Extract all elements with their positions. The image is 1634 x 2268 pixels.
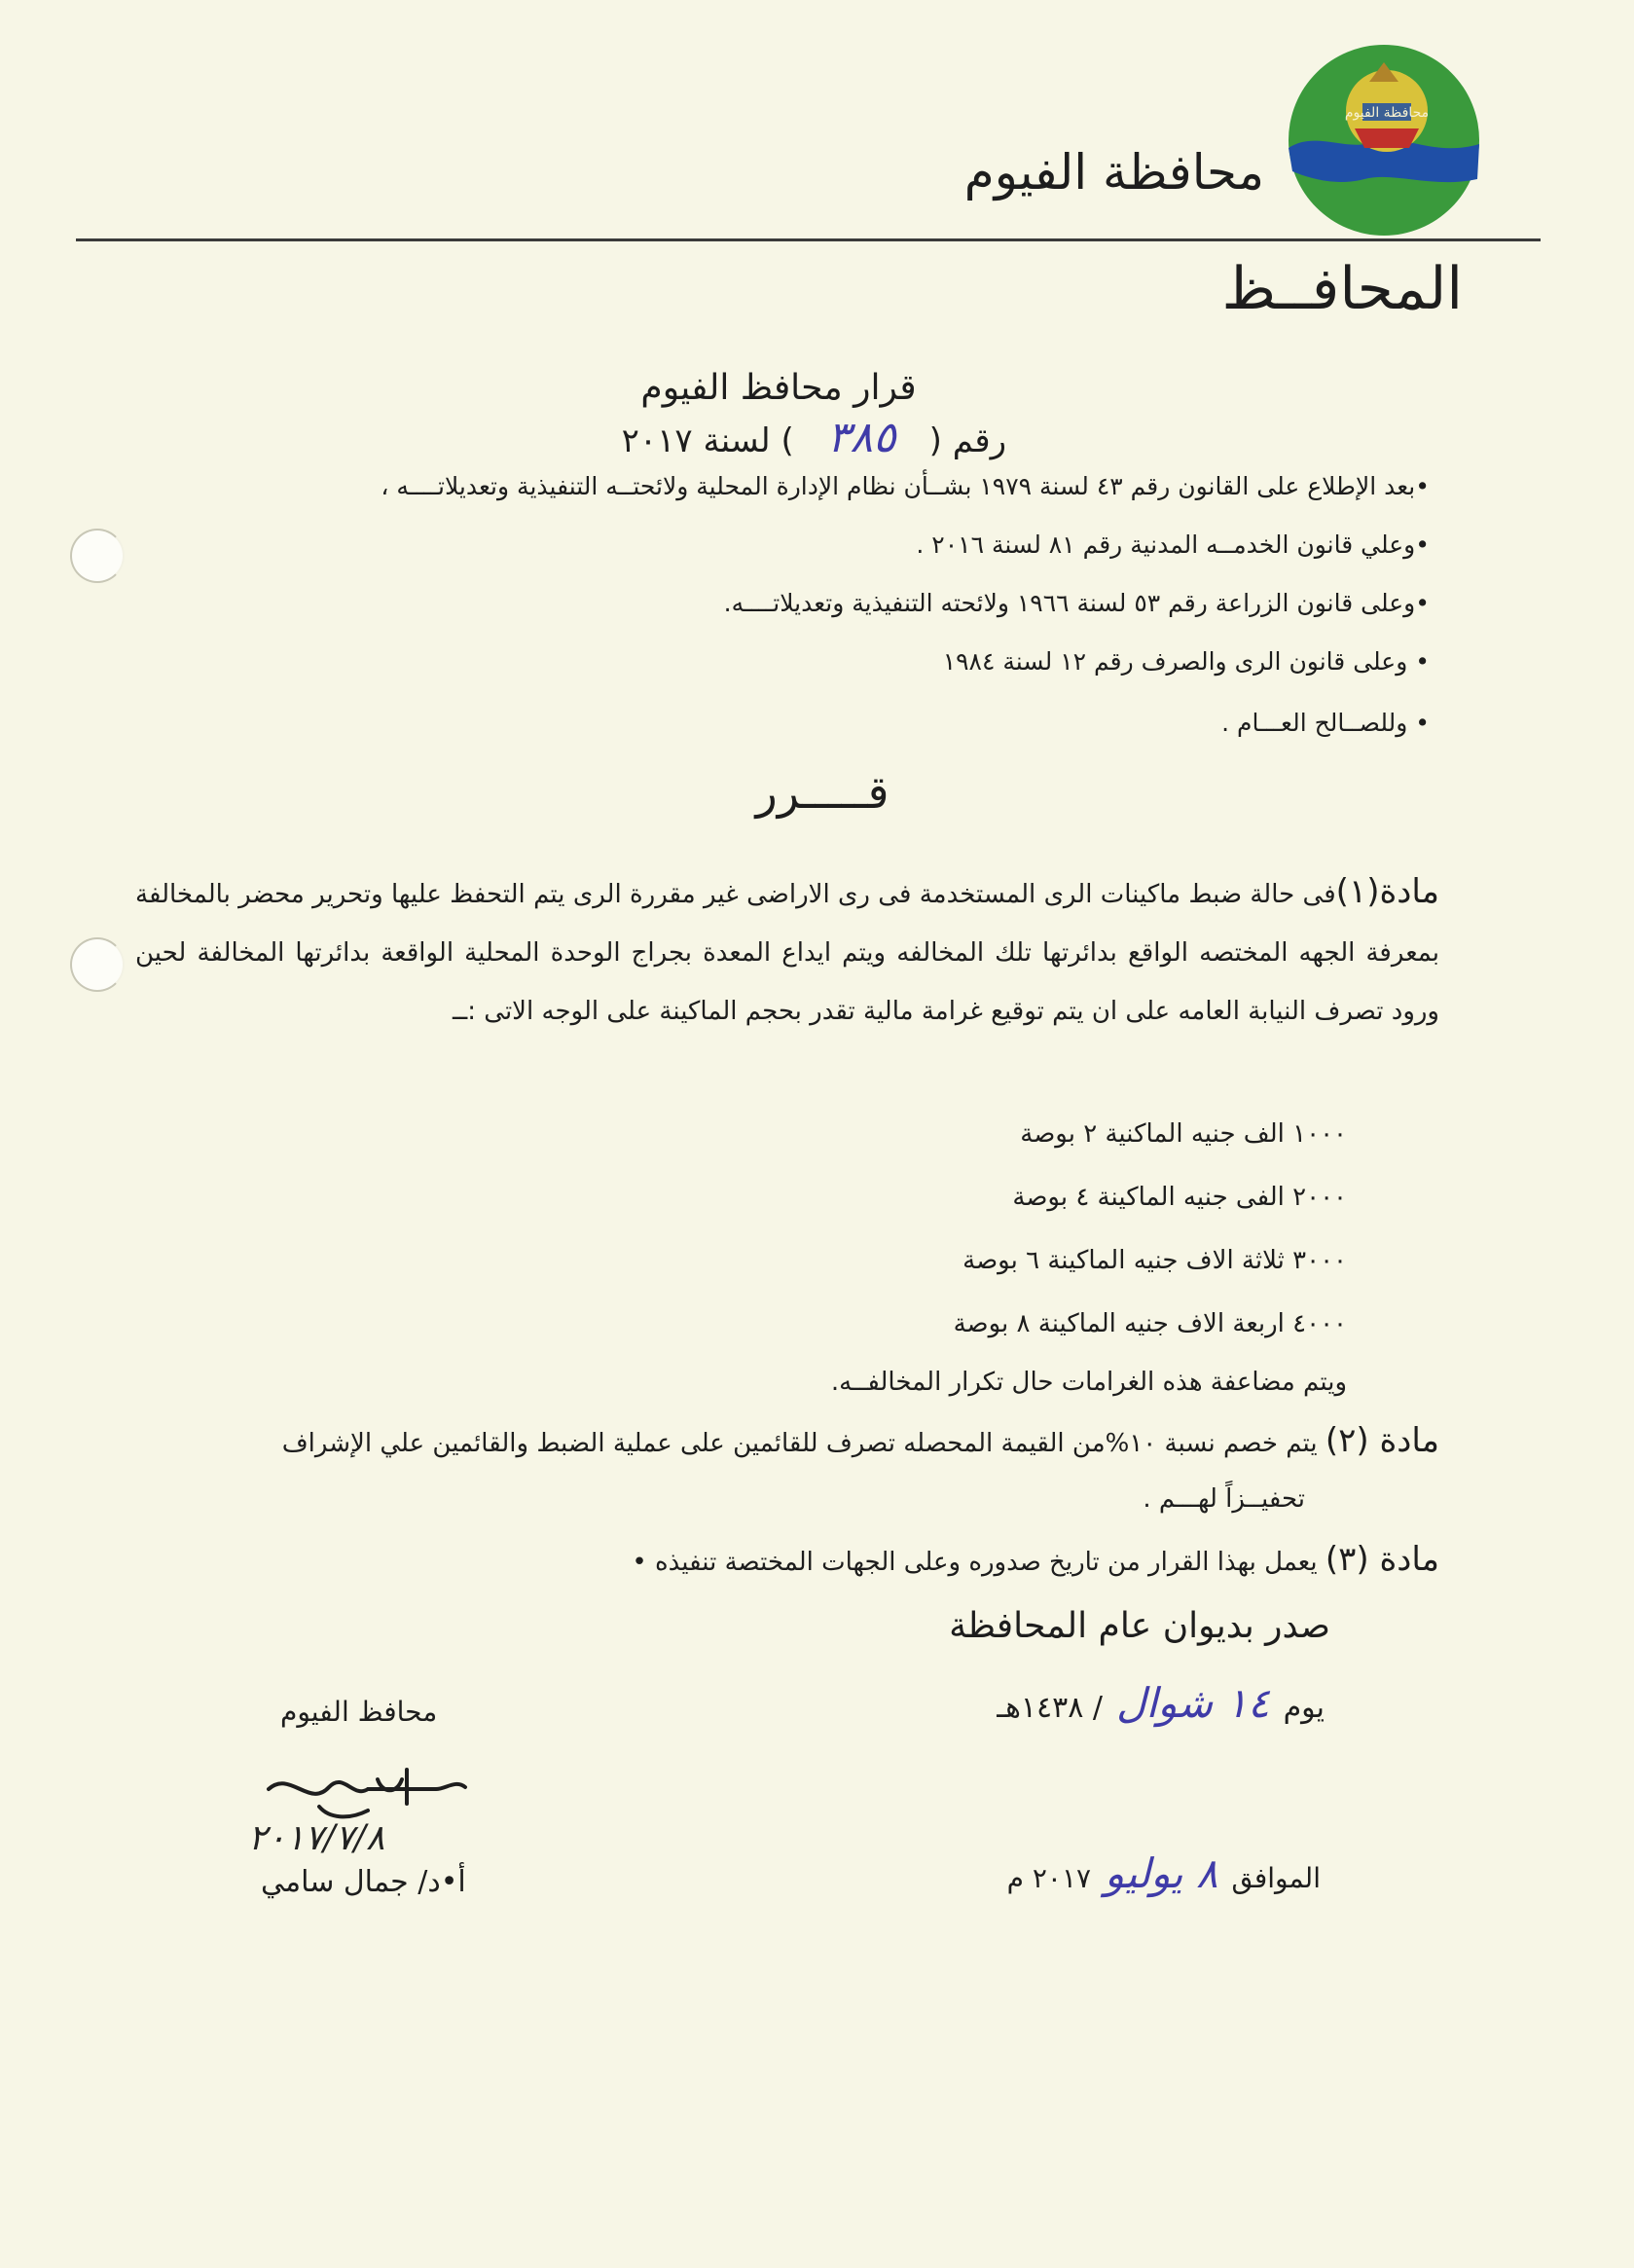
fine-item: ١٠٠٠ الف جنيه الماكنية ٢ بوصة [1020, 1119, 1347, 1149]
logo-text: محافظة الفيوم [1344, 105, 1430, 121]
article-3-label: مادة (٣) [1325, 1540, 1439, 1579]
article-3 [632, 1540, 1439, 1579]
governorate-title: محافظة الفيوم [963, 144, 1264, 201]
article-1-text: فى حالة ضبط ماكينات الرى المستخدمة فى رى الاراضى غير مقررة الرى يتم التحفظ عليها وتحرير محضر بالمخالفة بمعرفة الجهه المختصه الواقع بدائرتها تلك المخالفه ويتم ايداع المعدة بجراج الوحدة المحلية الواقعة بدائرتها المخالفة لحين ورود تصرف النيابة العامه على ان يتم توقيع غرامة مالية تقدر بحجم الماكينة على الوجه الاتى :ــ [135, 880, 1439, 1026]
article-1-label: مادة(١) [1335, 872, 1439, 911]
decision-number-line [622, 413, 1006, 462]
decision-number-prefix: رقم ( [928, 421, 1006, 460]
article-2 [282, 1421, 1439, 1460]
preamble-item: •وعلى قانون الزراعة رقم ٥٣ لسنة ١٩٦٦ ولائحته التنفيذية وتعديلاتــــه. [723, 589, 1430, 617]
article-2-text: يتم خصم نسبة ١٠%من القيمة المحصله تصرف للقائمين على عملية الضبط والقائمين علي الإشراف [281, 1429, 1318, 1458]
governorate-logo [1287, 43, 1481, 238]
article-3-text: يعمل بهذا القرار من تاريخ صدوره وعلى الجهات المختصة تنفيذه • [632, 1548, 1318, 1577]
fine-item: ٣٠٠٠ ثلاثة الاف جنيه الماكينة ٦ بوصة [962, 1246, 1347, 1275]
resolve-heading: قـــــرر [755, 766, 890, 819]
gregorian-date-line [1007, 1849, 1321, 1897]
issued-at: صدر بديوان عام المحافظة [949, 1606, 1330, 1646]
hijri-handwritten: ١٤ شوال [1116, 1679, 1270, 1727]
hijri-suffix: / ١٤٣٨هـ [997, 1691, 1104, 1725]
gregorian-suffix: ٢٠١٧ م [1006, 1862, 1092, 1894]
fine-item: ٢٠٠٠ الفى جنيه الماكينة ٤ بوصة [1012, 1183, 1347, 1212]
office-title: المحافــظ [1221, 255, 1463, 323]
punch-hole-bottom [70, 937, 125, 992]
signatory-title: محافظ الفيوم [280, 1696, 438, 1728]
preamble-item: • وعلى قانون الرى والصرف رقم ١٢ لسنة ١٩٨٤ [942, 647, 1430, 676]
preamble-item: •وعلي قانون الخدمــه المدنية رقم ٨١ لسنة ٢٠١٦ . [916, 530, 1430, 559]
corresponding-prefix: الموافق [1231, 1862, 1321, 1894]
fine-item: ٤٠٠٠ اربعة الاف جنيه الماكينة ٨ بوصة [953, 1309, 1347, 1338]
article-2-continuation: تحفيــزاً لهـــم . [1143, 1484, 1305, 1514]
punch-hole-top [70, 529, 125, 583]
hijri-date-line [997, 1679, 1325, 1727]
day-prefix: يوم [1283, 1691, 1325, 1725]
article-1-note: ويتم مضاعفة هذه الغرامات حال تكرار المخالفــه. [830, 1368, 1347, 1397]
signatory-name: أ•د/ جمال سامي [261, 1865, 466, 1899]
preamble-item: •بعد الإطلاع على القانون رقم ٤٣ لسنة ١٩٧٩ بشــأن نظام الإدارة المحلية ولائحتــه التنفيذية وتعديلاتــــه ، [381, 472, 1430, 500]
article-1 [135, 862, 1439, 1041]
gregorian-handwritten: ٨ يوليو [1105, 1849, 1218, 1897]
preamble-item: • وللصــالح العـــام . [1221, 709, 1430, 737]
signature-date: ٢٠١٧/٧/٨ [248, 1818, 385, 1858]
decision-number-suffix: ) لسنة ٢٠١٧ [621, 421, 794, 460]
header-divider [76, 238, 1541, 241]
decision-title: قرار محافظ الفيوم [640, 368, 917, 408]
article-2-label: مادة (٢) [1325, 1421, 1439, 1460]
decision-number: ٣٨٥ [826, 413, 896, 462]
